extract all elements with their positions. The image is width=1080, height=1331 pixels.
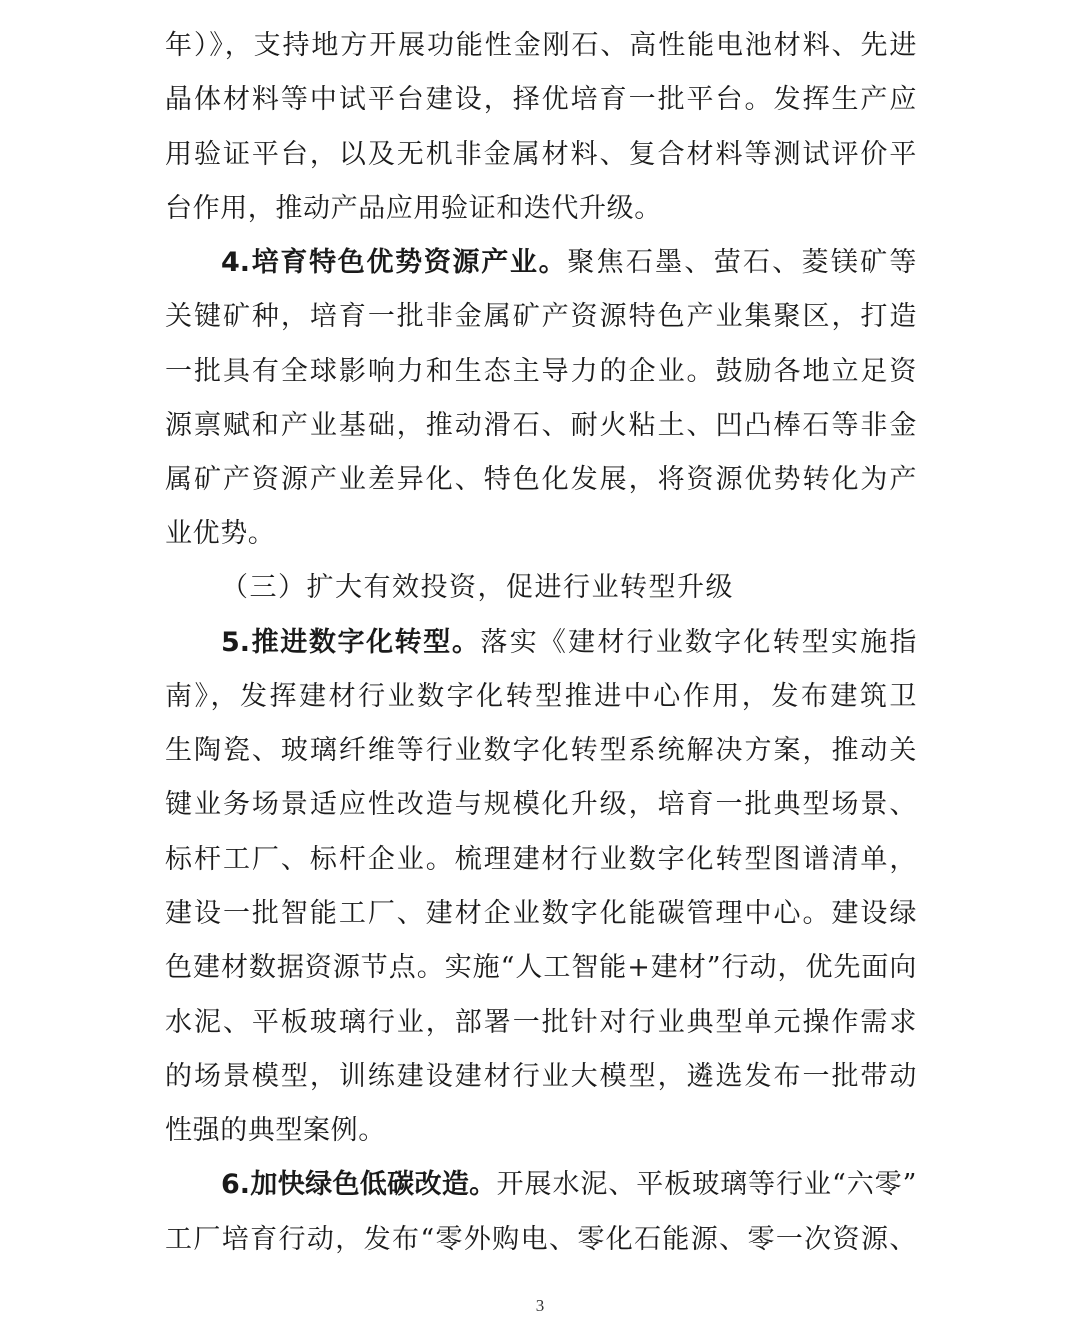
paragraph-line: 源禀赋和产业基础，推动滑石、耐火粘土、凹凸棒石等非金 [165,410,917,441]
paragraph-line: 用验证平台，以及无机非金属材料、复合材料等测试评价平 [165,139,917,170]
paragraph-line: 性强的典型案例。 [165,1115,386,1146]
item-4-first-line [221,243,917,283]
item-6-title: 6.加快绿色低碳改造。 [221,1169,497,1200]
item-4-first-line-text: 聚焦石墨、萤石、菱镁矿等 [567,247,917,278]
page-number: 3 [535,1296,545,1315]
item-5-first-line [221,623,917,663]
item-5-title: 5.推进数字化转型。 [221,627,481,658]
item-4-title: 4.培育特色优势资源产业。 [221,247,568,278]
paragraph-line: 业优势。 [165,518,276,549]
paragraph-line: 水泥、平板玻璃行业，部署一批针对行业典型单元操作需求 [165,1007,917,1038]
item-5-first-line-text: 落实《建材行业数字化转型实施指 [480,627,918,658]
item-6-first-line [221,1165,917,1205]
paragraph-line: 建设一批智能工厂、建材企业数字化能碳管理中心。建设绿 [165,898,917,929]
paragraph-line: 台作用，推动产品应用验证和迭代升级。 [165,193,662,224]
section-heading: （三）扩大有效投资，促进行业转型升级 [221,572,734,603]
paragraph-line: 的场景模型，训练建设建材行业大模型，遴选发布一批带动 [165,1061,917,1092]
paragraph-line: 色建材数据资源节点。实施“人工智能+建材”行动，优先面向 [165,952,917,983]
paragraph-line: 标杆工厂、标杆企业。梳理建材行业数字化转型图谱清单， [165,844,917,875]
paragraph-line: 键业务场景适应性改造与规模化升级，培育一批典型场景、 [165,789,917,820]
paragraph-line: 南》，发挥建材行业数字化转型推进中心作用，发布建筑卫 [165,681,917,712]
paragraph-line: 生陶瓷、玻璃纤维等行业数字化转型系统解决方案，推动关 [165,735,917,766]
paragraph-line: 一批具有全球影响力和生态主导力的企业。鼓励各地立足资 [165,356,917,387]
item-6-first-line-text: 开展水泥、平板玻璃等行业“六零” [496,1169,917,1200]
paragraph-line: 工厂培育行动，发布“零外购电、零化石能源、零一次资源、 [165,1224,917,1255]
paragraph-line: 年）》，支持地方开展功能性金刚石、高性能电池材料、先进 [165,30,917,61]
paragraph-line: 晶体材料等中试平台建设，择优培育一批平台。发挥生产应 [165,84,917,115]
paragraph-line: 关键矿种，培育一批非金属矿产资源特色产业集聚区，打造 [165,301,917,332]
paragraph-line: 属矿产资源产业差异化、特色化发展，将资源优势转化为产 [165,464,917,495]
